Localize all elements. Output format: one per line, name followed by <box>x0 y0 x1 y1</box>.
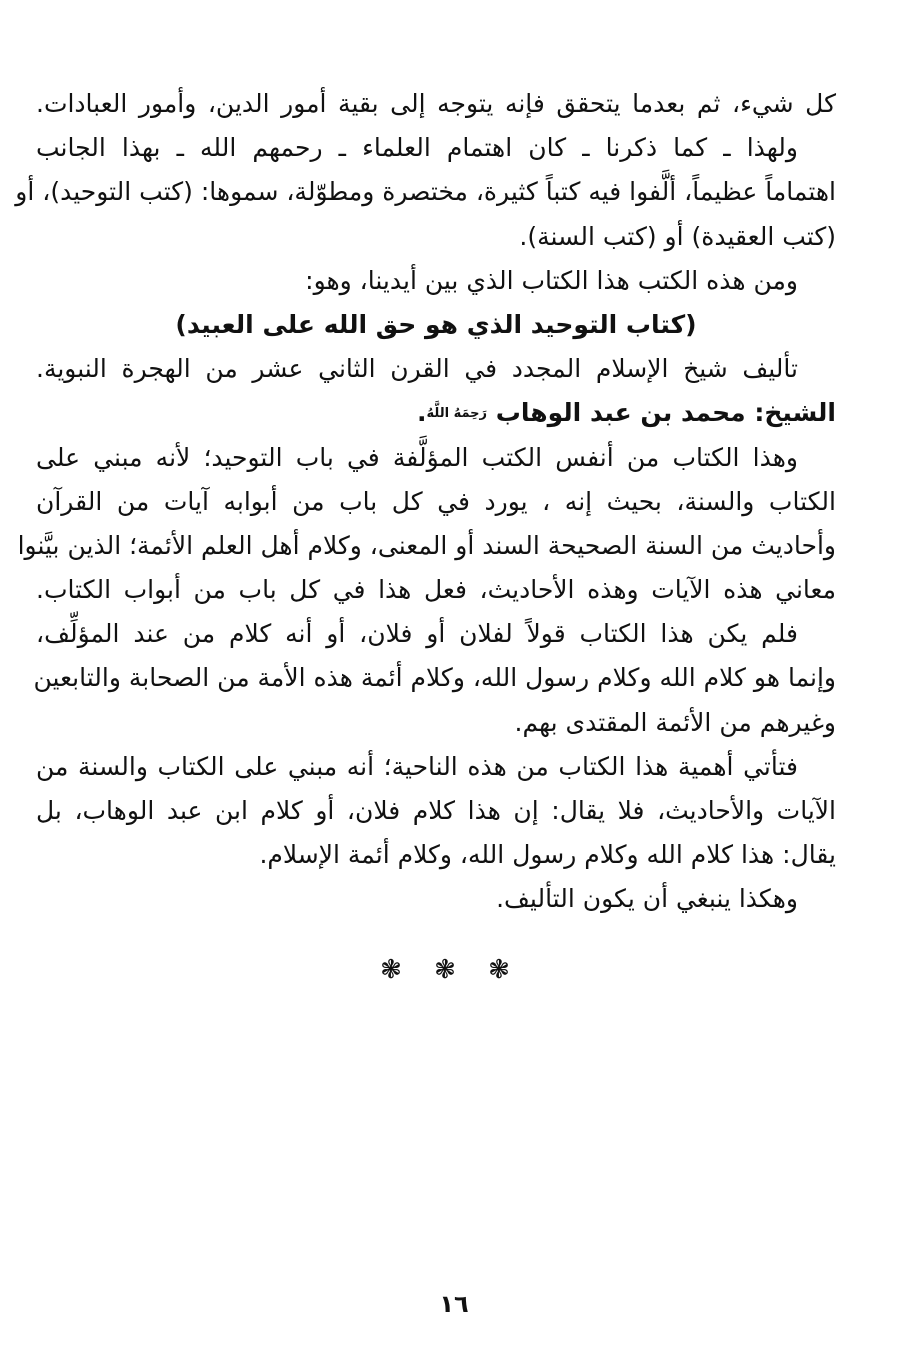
book-title: (كتاب التوحيد الذي هو حق الله على العبيد) <box>175 309 697 339</box>
text-line: كل شيء، ثم بعدما يتحقق فإنه يتوجه إلى بقية أمور الدين، وأمور العبادات. <box>36 89 836 118</box>
text-line: وهذا الكتاب من أنفس الكتب المؤلَّفة في باب التوحيد؛ لأنه مبني على <box>36 442 798 472</box>
text-line: ولهذا ـ كما ذكرنا ـ كان اهتمام العلماء ـ رحمهم الله ـ بهذا الجانب <box>36 133 798 163</box>
sheikh-label: الشيخ: <box>754 398 836 428</box>
text-line: يقال: هذا كلام الله وكلام رسول الله، وكلام أئمة الإسلام. <box>259 840 836 870</box>
text-line: الكتاب والسنة، بحيث إنه ، يورد في كل باب من أبوابه آيات من القرآن <box>36 486 836 516</box>
section-divider <box>0 955 908 985</box>
text-line: وأحاديث من السنة الصحيحة السند أو المعنى، وكلام أهل العلم الأئمة؛ الذين بيَّنوا <box>17 530 836 560</box>
text-line: اهتماماً عظيماً، ألَّفوا فيه كتباً كثيرة، مختصرة ومطوّلة، سموها: (كتب التوحيد)، أو <box>15 177 836 207</box>
text-line: وإنما هو كلام الله وكلام رسول الله، وكلام أئمة هذه الأمة من الصحابة والتابعين <box>33 663 836 693</box>
page-body <box>15 82 836 922</box>
text-line: فتأتي أهمية هذا الكتاب من هذه الناحية؛ أنه مبني على الكتاب والسنة من <box>36 751 798 781</box>
ornament-icon: ❃ <box>434 955 474 985</box>
page-number: ١٦ <box>439 1290 469 1318</box>
text-line: (كتب العقيدة) أو (كتب السنة). <box>519 221 836 251</box>
text-line: وغيرهم من الأئمة المقتدى بهم. <box>514 707 836 737</box>
ornament-icon: ❃ <box>380 955 420 985</box>
text-line: معاني هذه الآيات وهذه الأحاديث، فعل هذا في كل باب من أبواب الكتاب. <box>36 575 836 605</box>
text-line: الآيات والأحاديث، فلا يقال: إن هذا كلام فلان، أو كلام ابن عبد الوهاب، بل <box>36 796 836 825</box>
text-line: فلم يكن هذا الكتاب قولاً لفلان أو فلان، أو أنه كلام من عند المؤلِّف، <box>36 619 798 649</box>
author-line: الشيخ: محمد بن عبد الوهاب رَحِمَهُ اللَّهُ. <box>417 398 836 428</box>
text-line: ومن هذه الكتب هذا الكتاب الذي بين أيدينا، وهو: <box>305 265 798 295</box>
ornament-icon: ❃ <box>488 955 528 985</box>
honorific-mark: رَحِمَهُ اللَّهُ <box>426 406 488 422</box>
text-line: وهكذا ينبغي أن يكون التأليف. <box>496 884 798 914</box>
text-line: تأليف شيخ الإسلام المجدد في القرن الثاني عشر من الهجرة النبوية. <box>36 354 798 384</box>
sheikh-name: محمد بن عبد الوهاب <box>495 398 746 428</box>
